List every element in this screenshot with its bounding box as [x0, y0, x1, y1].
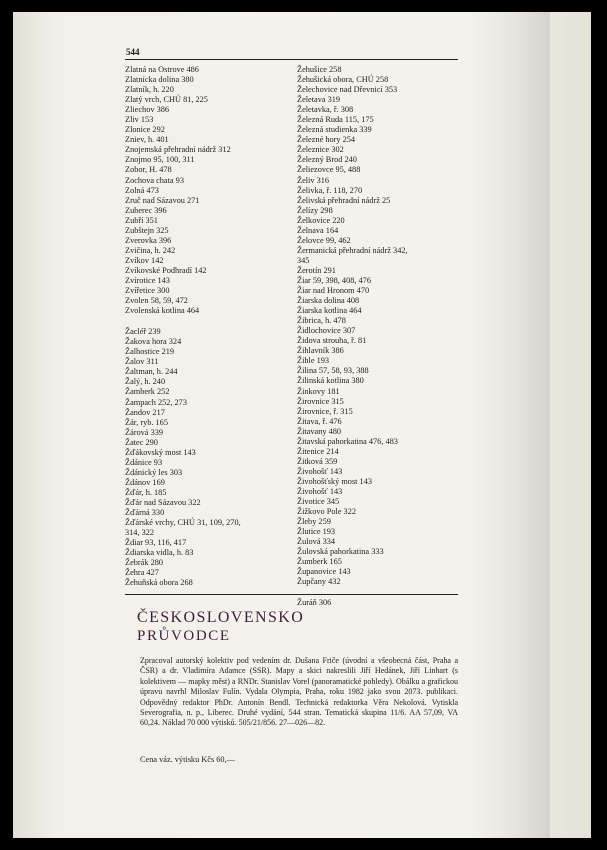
index-entry: Žiar 59, 398, 408, 476 [297, 275, 371, 285]
index-entry: Zvíkovské Podhradí 142 [125, 265, 207, 275]
index-entry: Žermanická přehradní nádrž 342, [297, 245, 408, 255]
index-entry: Žihle 193 [297, 356, 330, 366]
index-entry: Žiarska dolina 408 [297, 296, 360, 306]
index-entry: Žulovská pahorkatina 333 [297, 547, 384, 557]
index-entry: Žalov 311 [125, 357, 159, 367]
index-entry: Žitavská pahorkatina 476, 483 [297, 436, 398, 446]
index-entry: Žaltman, h. 244 [125, 367, 178, 377]
index-entry: Županovice 143 [297, 567, 351, 577]
index-entry: Žirovnice 315 [297, 396, 344, 406]
index-entry: Ždiar 93, 116, 417 [125, 538, 187, 548]
page-fold-shadow [470, 12, 550, 838]
index-column-left [125, 65, 241, 588]
index-entry: Zubštejn 325 [125, 225, 169, 235]
index-entry: Žleby 259 [297, 517, 331, 527]
index-entry: Zvolenská kotlina 464 [125, 306, 200, 316]
index-entry: Žinkovy 181 [297, 386, 340, 396]
index-entry: Zlatnícka dolina 380 [125, 75, 194, 85]
index-entry: Živohošť 143 [297, 486, 343, 496]
index-entry: Zniev, h. 401 [125, 135, 169, 145]
index-entry: Želetavka, ř. 308 [297, 105, 354, 115]
index-entry: Želiv 316 [297, 175, 330, 185]
index-entry: Ždánický les 303 [125, 467, 183, 477]
index-entry: Železnice 302 [297, 145, 344, 155]
index-entry: Žatec 290 [125, 437, 158, 447]
index-entry: Zliechov 386 [125, 105, 170, 115]
index-entry: Želiezovce 95, 488 [297, 165, 361, 175]
index-entry: Zochova chata 93 [125, 175, 184, 185]
price-line: Cena váz. výtisku Kčs 60,— [140, 755, 235, 764]
index-entry: Žárová 339 [125, 427, 164, 437]
index-entry: Žďár, h. 185 [125, 487, 167, 497]
index-entry: Železný Brod 240 [297, 155, 357, 165]
index-entry: Zverovka 396 [125, 235, 172, 245]
index-entry: Žďárná 330 [125, 508, 165, 518]
index-entry: Zlatý vrch, CHÚ 81, 225 [125, 95, 208, 105]
index-entry: Žamberk 252 [125, 387, 170, 397]
index-entry: Žiarska kotlina 464 [297, 306, 362, 316]
index-entry: Žďákovský most 143 [125, 447, 196, 457]
index-entry: Ždánov 169 [125, 477, 165, 487]
index-entry: Žehra 427 [125, 568, 159, 578]
index-entry: Žihlavník 386 [297, 346, 344, 356]
index-entry: 314, 322 [125, 528, 155, 538]
index-entry: Židova strouha, ř. 81 [297, 336, 367, 346]
index-entry: Zvířetice 300 [125, 286, 170, 296]
index-entry: Zobor, H. 478 [125, 165, 172, 175]
index-entry: Žďár nad Sázavou 322 [125, 497, 201, 507]
page-number: 544 [126, 47, 140, 57]
header-rule [125, 59, 458, 60]
index-entry: Žehušice 258 [297, 65, 342, 74]
index-entry: Želkovice 220 [297, 215, 345, 225]
section-rule [125, 594, 458, 595]
index-entry: Životice 345 [297, 497, 340, 507]
index-entry: Zruč nad Sázavou 271 [125, 195, 200, 205]
index-entry: Železné hory 254 [297, 135, 356, 145]
index-entry: Žitava, ř. 476 [297, 416, 342, 426]
index-entry: Zvírotice 143 [125, 275, 170, 285]
index-entry: Želetava 319 [297, 95, 341, 105]
index-entry: Žďárské vrchy, CHÚ 31, 109, 270, [125, 518, 241, 528]
colophon-text: Zpracoval autorský kolektiv pod vedením dr. Dušana Friče (úvodní a všeobecná část, Praha a ČSR) a dr. Vladimíra Adamce (SSR). Mapy a skici nakreslili Jiří Hedánek, Jiří Linhart (s kolektivem — mapky měst) a RNDr. Stanislav Vorel (panoramatické pohledy). Obálku a grafickou úpravu navrhl Miloslav Fulín. Vydala Olympia, Praha, roku 1982 jako svou 2073. publikaci. Odpovědný redaktor PhDr. Antonín Bendl. Technická redaktorka Věra Nekolová. Vytiskla Severografia, n. p., Liberec. Druhé vydání, 544 stran. Tematická skupina 11/6. AA 57,09, VA 60,24. Náklad 70 000 výtisků. 505/21/856. 27—026—82. [140, 656, 458, 728]
index-entry: Žalý, h. 240 [125, 377, 166, 387]
index-entry: Žehuňská obora 268 [125, 578, 193, 588]
index-entry: Znojemská přehradní nádrž 312 [125, 145, 231, 155]
index-entry: Žitavany 480 [297, 426, 342, 436]
index-entry: Zolná 473 [125, 185, 159, 195]
index-entry: Žacléř 239 [125, 327, 161, 337]
index-entry: Žitková 359 [297, 456, 338, 466]
index-entry: Židlochovice 307 [297, 326, 356, 336]
index-entry: Zuberec 396 [125, 205, 167, 215]
index-entry: Žakova hora 324 [125, 337, 182, 347]
index-entry: Žalhostice 219 [125, 347, 175, 357]
index-entry: Žitenice 214 [297, 446, 339, 456]
index-entry: Zlatník, h. 220 [125, 85, 174, 95]
index-entry: Želízy 298 [297, 205, 333, 215]
index-entry: Želivka, ř. 118, 270 [297, 185, 363, 195]
index-entry: Žlutice 193 [297, 527, 336, 537]
index-entry: Želivská přehradní nádrž 25 [297, 195, 391, 205]
index-entry: Žižkovo Pole 322 [297, 507, 356, 517]
index-entry: Žár, ryb. 165 [125, 417, 168, 427]
index-entry: Živohošťský most 143 [297, 476, 372, 486]
index-entry: Želnava 164 [297, 225, 339, 235]
index-entry: Žilinská kotlina 380 [297, 376, 364, 386]
index-entry: Zvíkov 142 [125, 255, 164, 265]
index-entry: Živohošť 143 [297, 466, 343, 476]
index-entry: Zliv 153 [125, 115, 154, 125]
index-entry: Žilina 57, 58, 93, 388 [297, 366, 369, 376]
book-title: ČESKOSLOVENSKO [137, 609, 305, 626]
index-gap [297, 587, 408, 598]
index-entry: Žulová 334 [297, 537, 336, 547]
index-entry: Želechovice nad Dřevnicí 353 [297, 85, 398, 95]
index-entry: Zlonice 292 [125, 125, 165, 135]
index-column-right [297, 65, 408, 608]
index-entry: Železná Ruda 115, 175 [297, 115, 374, 125]
index-gap [125, 316, 241, 327]
index-entry: Župčany 432 [297, 577, 341, 587]
index-entry: Žehušická obora, CHÚ 258 [297, 75, 389, 85]
index-entry: Žirovnice, ř. 315 [297, 406, 353, 416]
index-entry: Žebrák 280 [125, 558, 164, 568]
index-entry: Ždiarska vidla, h. 83 [125, 548, 194, 558]
index-entry: Žerotín 291 [297, 265, 336, 275]
index-entry: Žibrica, h. 478 [297, 316, 346, 326]
index-entry: Želovce 99, 462 [297, 235, 351, 245]
index-entry: Zvičina, h. 242 [125, 245, 176, 255]
index-entry: Žiar nad Hronom 470 [297, 286, 370, 296]
index-entry: Žumberk 165 [297, 557, 342, 567]
book-subtitle: PRŮVODCE [137, 628, 231, 644]
index-entry: Žampach 252, 273 [125, 397, 187, 407]
index-entry: Zlatná na Ostrove 486 [125, 65, 199, 74]
index-entry: Zubří 351 [125, 215, 158, 225]
index-entry: 345 [297, 255, 310, 265]
index-entry: Znojmo 95, 100, 311 [125, 155, 195, 165]
index-entry: Železná studienka 339 [297, 125, 372, 135]
index-entry: Ždánice 93 [125, 457, 163, 467]
index-entry: Zvolen 58, 59, 472 [125, 296, 188, 306]
index-entry: Žuráň 306 [297, 598, 332, 608]
index-entry: Žandov 217 [125, 407, 165, 417]
